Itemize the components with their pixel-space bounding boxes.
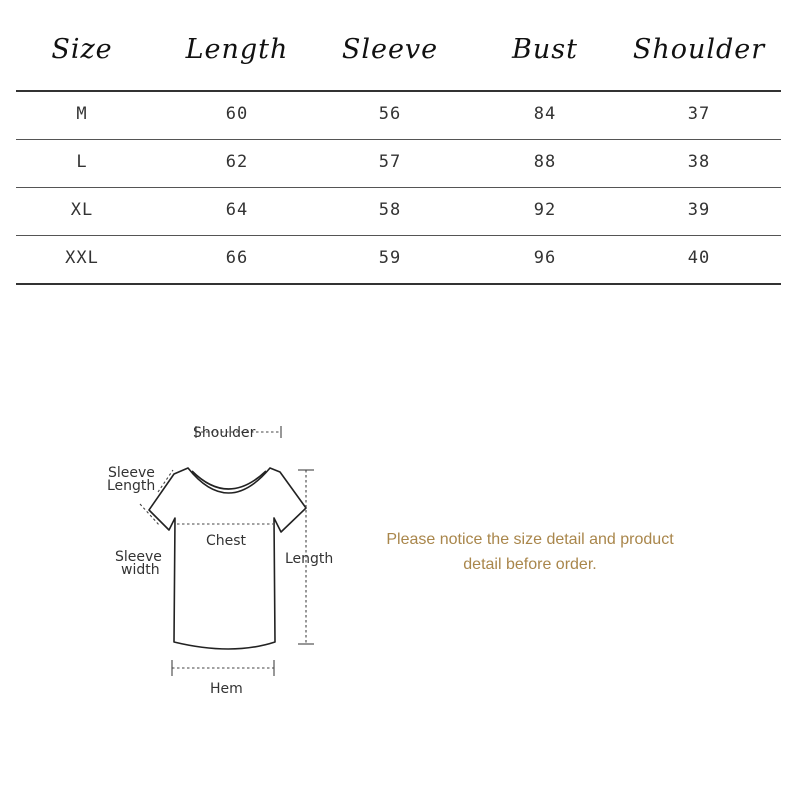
header-length: Length bbox=[185, 34, 289, 65]
sleeve-length-label-1: Sleeve bbox=[108, 465, 155, 481]
sleeve-length-label-2: Length bbox=[107, 478, 156, 494]
cell-size: XL bbox=[70, 200, 94, 220]
cell-shoulder: 40 bbox=[687, 248, 711, 268]
cell-bust: 88 bbox=[533, 152, 557, 172]
table-header-row bbox=[16, 28, 781, 90]
cell-size: M bbox=[76, 104, 88, 124]
cell-sleeve: 59 bbox=[378, 248, 402, 268]
cell-sleeve: 56 bbox=[378, 104, 402, 124]
table-row bbox=[16, 92, 781, 139]
sleeve-width-label-2: width bbox=[121, 562, 160, 578]
table-bottom-rule bbox=[16, 283, 781, 285]
cell-sleeve: 57 bbox=[378, 152, 402, 172]
length-label: Length bbox=[285, 551, 334, 567]
cell-bust: 92 bbox=[533, 200, 557, 220]
notice-line-1: Please notice the size detail and product bbox=[386, 531, 674, 548]
order-notice bbox=[330, 527, 730, 577]
table-row bbox=[16, 140, 781, 187]
cell-size: L bbox=[76, 152, 88, 172]
notice-line-2: detail before order. bbox=[463, 556, 597, 573]
cell-sleeve: 58 bbox=[378, 200, 402, 220]
cell-length: 66 bbox=[225, 248, 249, 268]
chest-label: Chest bbox=[206, 533, 247, 549]
size-chart-table bbox=[16, 28, 781, 285]
header-bust: Bust bbox=[512, 34, 578, 65]
header-shoulder: Shoulder bbox=[632, 34, 766, 65]
cell-length: 62 bbox=[225, 152, 249, 172]
header-size: Size bbox=[51, 34, 113, 65]
header-sleeve: Sleeve bbox=[341, 34, 439, 65]
hem-label: Hem bbox=[210, 681, 243, 697]
table-row bbox=[16, 236, 781, 283]
cell-length: 64 bbox=[225, 200, 249, 220]
cell-shoulder: 37 bbox=[687, 104, 711, 124]
cell-size: XXL bbox=[65, 248, 99, 268]
cell-bust: 84 bbox=[533, 104, 557, 124]
cell-bust: 96 bbox=[533, 248, 557, 268]
cell-length: 60 bbox=[225, 104, 249, 124]
cell-shoulder: 38 bbox=[687, 152, 711, 172]
table-row bbox=[16, 188, 781, 235]
sleeve-width-label-1: Sleeve bbox=[115, 549, 162, 565]
tshirt-measurement-diagram bbox=[100, 420, 360, 710]
cell-shoulder: 39 bbox=[687, 200, 711, 220]
shoulder-label: Shoulder bbox=[193, 425, 256, 441]
